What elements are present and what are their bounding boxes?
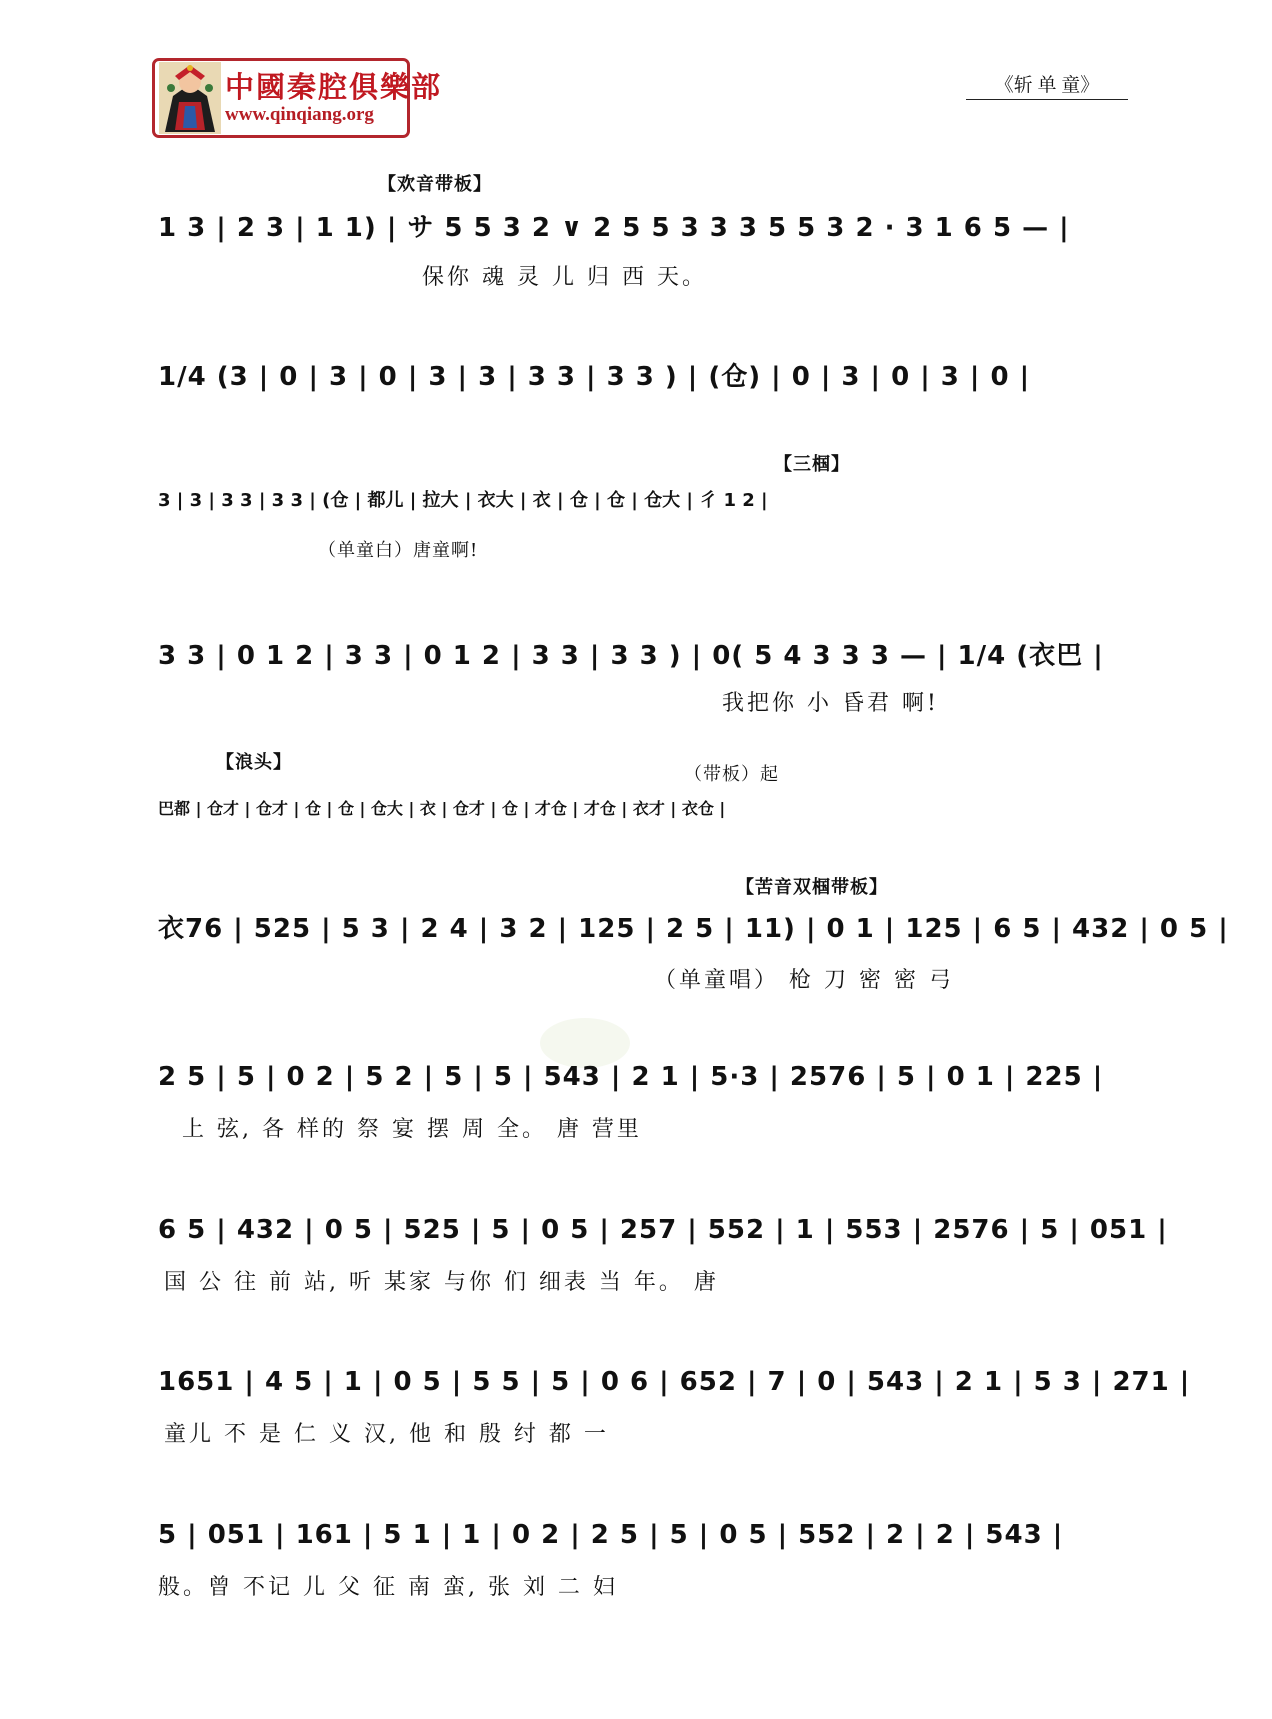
- lyrics-row: 般。曾 不记 儿 父 征 南 蛮, 张 刘 二 妇: [158, 1575, 618, 1600]
- notation-row: 1/4 (3 | 0 | 3 | 0 | 3 | 3 | 3 3 | 3 3 ) | (仓) | 0 | 3 | 0 | 3 | 0 |: [158, 361, 1031, 392]
- lyrics-row: 保你 魂 灵 儿 归 西 天。: [422, 265, 707, 290]
- notation-row: 5 | 051 | 161 | 5 1 | 1 | 0 2 | 2 5 | 5 | 0 5 | 552 | 2 | 2 | 543 |: [158, 1520, 1064, 1550]
- notation-row: 巴都 | 仓才 | 仓才 | 仓 | 仓 | 仓大 | 衣 | 仓才 | 仓 | 才仓 | 才仓 | 衣才 | 衣仓 |: [158, 798, 726, 818]
- notation-row: 6 5 | 432 | 0 5 | 525 | 5 | 0 5 | 257 | 552 | 1 | 553 | 2576 | 5 | 051 |: [158, 1215, 1168, 1245]
- cue-note: （带板）起: [684, 764, 779, 785]
- spoken-line: （单童白）唐童啊!: [318, 540, 479, 561]
- lyrics-row: （单童唱） 枪 刀 密 密 弓: [654, 968, 954, 993]
- document-title: 《斩 单 童》: [966, 70, 1128, 100]
- notation-row: 2 5 | 5 | 0 2 | 5 2 | 5 | 5 | 543 | 2 1 | 5·3 | 2576 | 5 | 0 1 | 225 |: [158, 1062, 1104, 1092]
- club-logo[interactable]: [152, 58, 443, 138]
- lyrics-row: 童儿 不 是 仁 义 汉, 他 和 殷 纣 都 一: [164, 1422, 609, 1447]
- lyrics-row: 我把你 小 昏君 啊!: [722, 691, 939, 716]
- opera-figure-icon: [159, 62, 221, 134]
- notation-row: 1651 | 4 5 | 1 | 0 5 | 5 5 | 5 | 0 6 | 652 | 7 | 0 | 543 | 2 1 | 5 3 | 271 |: [158, 1367, 1191, 1397]
- notation-row: 衣76 | 525 | 5 3 | 2 4 | 3 2 | 125 | 2 5 | 11) | 0 1 | 125 | 6 5 | 432 | 0 5 |: [158, 913, 1229, 944]
- notation-row: 3 | 3 | 3 3 | 3 3 | (仓 | 都儿 | 拉大 | 衣大 | 衣 | 仓 | 仓 | 仓大 | 彳 1 2 |: [158, 490, 768, 511]
- section-marker: 【苦音双椢带板】: [736, 877, 888, 898]
- section-marker: 【浪头】: [216, 752, 292, 773]
- section-marker: 【三椢】: [774, 454, 850, 475]
- lyrics-row: 国 公 往 前 站, 听 某家 与你 们 细表 当 年。 唐: [164, 1270, 719, 1295]
- logo-title: 中國秦腔俱樂部: [225, 70, 443, 104]
- notation-row: 3 3 | 0 1 2 | 3 3 | 0 1 2 | 3 3 | 3 3 ) | 0( 5 4 3 3 3 — | 1/4 (衣巴 |: [158, 640, 1104, 671]
- logo-url[interactable]: www.qinqiang.org: [225, 104, 374, 125]
- section-marker: 【欢音带板】: [378, 174, 492, 195]
- lyrics-row: 上 弦, 各 样的 祭 宴 摆 周 全。 唐 营里: [182, 1117, 642, 1142]
- notation-row: 1 3 | 2 3 | 1 1) | サ 5 5 3 2 ∨ 2 5 5 3 3 3 5 5 3 2 · 3 1 6 5 — |: [158, 212, 1070, 243]
